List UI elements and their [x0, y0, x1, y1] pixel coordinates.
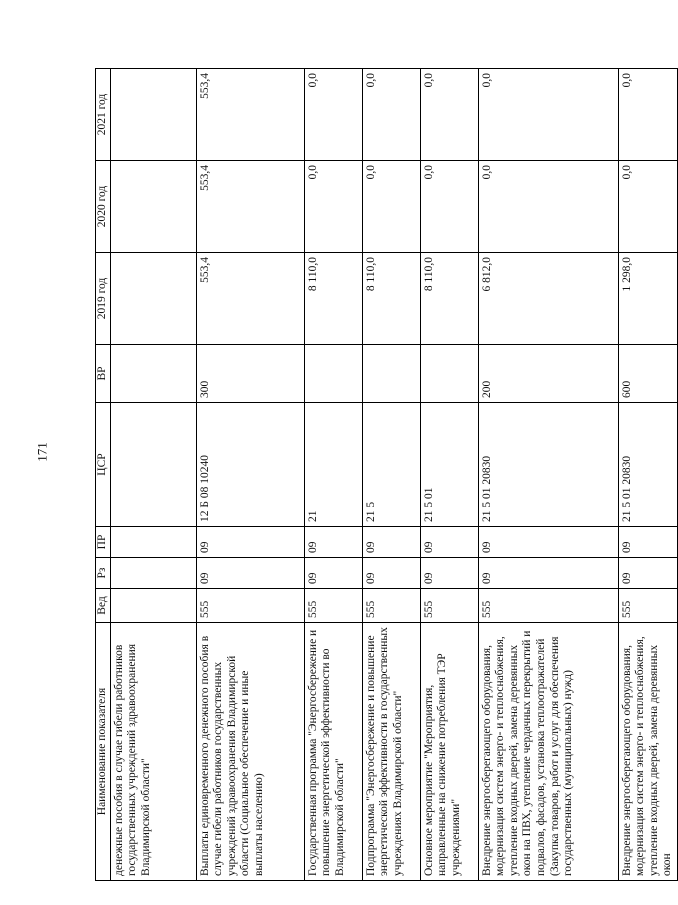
header-2020: 2020 год [96, 161, 111, 253]
header-pr: ПР [96, 527, 111, 558]
cell-2021: 0,0 [478, 69, 618, 161]
cell-name: Внедрение энергосберегающего оборудования, модернизация систем энерго- и теплоснабжения, утепление входных дверей, замена деревянных окон на ПВХ, утепление чердачных перекрытий и подвалов, фасадов, установка теплоотражателей (Закупка товаров, работ и услуг для обеспечения государственных (муниципальных) нужд) [478, 623, 618, 881]
budget-table [95, 68, 678, 881]
table-row [420, 69, 478, 881]
cell-2020: 0,0 [420, 161, 478, 253]
cell-2019: 8 110,0 [362, 253, 420, 345]
header-vr: ВР [96, 345, 111, 403]
cell-pr: 09 [304, 527, 362, 558]
cell-vr [304, 345, 362, 403]
budget-table-rotated [95, 68, 674, 881]
cell-vr [110, 345, 196, 403]
cell-vr: 200 [478, 345, 618, 403]
cell-csr: 21 [304, 403, 362, 527]
cell-pr: 09 [196, 527, 304, 558]
cell-2021: 0,0 [362, 69, 420, 161]
header-rz: Рз [96, 558, 111, 589]
cell-2021: 0,0 [618, 69, 677, 161]
table-row [618, 69, 677, 881]
cell-2020: 0,0 [478, 161, 618, 253]
header-name: Наименование показателя [96, 623, 111, 881]
cell-name: денежные пособия в случае гибели работников государственных учреждений здравоохранения Владимирской области" [110, 623, 196, 881]
cell-ved: 555 [362, 589, 420, 623]
header-csr: ЦСР [96, 403, 111, 527]
cell-rz: 09 [196, 558, 304, 589]
cell-pr: 09 [420, 527, 478, 558]
cell-csr: 21 5 01 20830 [618, 403, 677, 527]
table-row [362, 69, 420, 881]
cell-name: Основное мероприятие "Мероприятия, направленные на снижение потребления ТЭР учреждениями" [420, 623, 478, 881]
table-row [304, 69, 362, 881]
cell-rz: 09 [304, 558, 362, 589]
table-row [196, 69, 304, 881]
table-row [110, 69, 196, 881]
cell-2021: 0,0 [304, 69, 362, 161]
cell-2019: 8 110,0 [304, 253, 362, 345]
table-row [478, 69, 618, 881]
cell-2021 [110, 69, 196, 161]
cell-vr: 600 [618, 345, 677, 403]
cell-2020: 0,0 [362, 161, 420, 253]
cell-vr [420, 345, 478, 403]
cell-pr [110, 527, 196, 558]
cell-2019: 553,4 [196, 253, 304, 345]
cell-2020: 0,0 [304, 161, 362, 253]
cell-pr: 09 [362, 527, 420, 558]
table-header-row [96, 69, 111, 881]
cell-rz: 09 [420, 558, 478, 589]
cell-csr: 21 5 01 [420, 403, 478, 527]
cell-2019: 1 298,0 [618, 253, 677, 345]
cell-name: Государственная программа "Энергосбережение и повышение энергетической эффективности во Владимирской области" [304, 623, 362, 881]
cell-vr: 300 [196, 345, 304, 403]
cell-pr: 09 [478, 527, 618, 558]
cell-csr: 21 5 [362, 403, 420, 527]
cell-name: Выплаты единовременного денежного пособия в случае гибели работников государственных учреждений здравоохранения Владимирской области (Социальное обеспечение и иные выплаты населению) [196, 623, 304, 881]
header-ved: Вед [96, 589, 111, 623]
cell-ved: 555 [478, 589, 618, 623]
cell-2020: 553,4 [196, 161, 304, 253]
cell-pr: 09 [618, 527, 677, 558]
page-number: 171 [34, 442, 50, 462]
cell-2019: 6 812,0 [478, 253, 618, 345]
cell-csr: 21 5 01 20830 [478, 403, 618, 527]
cell-rz: 09 [362, 558, 420, 589]
cell-2020 [110, 161, 196, 253]
cell-ved: 555 [196, 589, 304, 623]
cell-rz: 09 [478, 558, 618, 589]
cell-2019: 8 110,0 [420, 253, 478, 345]
cell-name: Подпрограмма "Энергосбережение и повышение энергетической эффективности в государственных учреждениях Владимирской области" [362, 623, 420, 881]
cell-ved: 555 [618, 589, 677, 623]
cell-ved: 555 [420, 589, 478, 623]
cell-2021: 0,0 [420, 69, 478, 161]
cell-name: Внедрение энергосберегающего оборудования, модернизация систем энерго- и теплоснабжения, утепление входных дверей, замена деревянных окон [618, 623, 677, 881]
cell-2020: 0,0 [618, 161, 677, 253]
cell-ved [110, 589, 196, 623]
header-2021: 2021 год [96, 69, 111, 161]
cell-rz: 09 [618, 558, 677, 589]
cell-2021: 553,4 [196, 69, 304, 161]
cell-csr [110, 403, 196, 527]
cell-vr [362, 345, 420, 403]
header-2019: 2019 год [96, 253, 111, 345]
cell-2019 [110, 253, 196, 345]
cell-csr: 12 Б 08 10240 [196, 403, 304, 527]
budget-table-frame [95, 68, 674, 881]
cell-ved: 555 [304, 589, 362, 623]
cell-rz [110, 558, 196, 589]
